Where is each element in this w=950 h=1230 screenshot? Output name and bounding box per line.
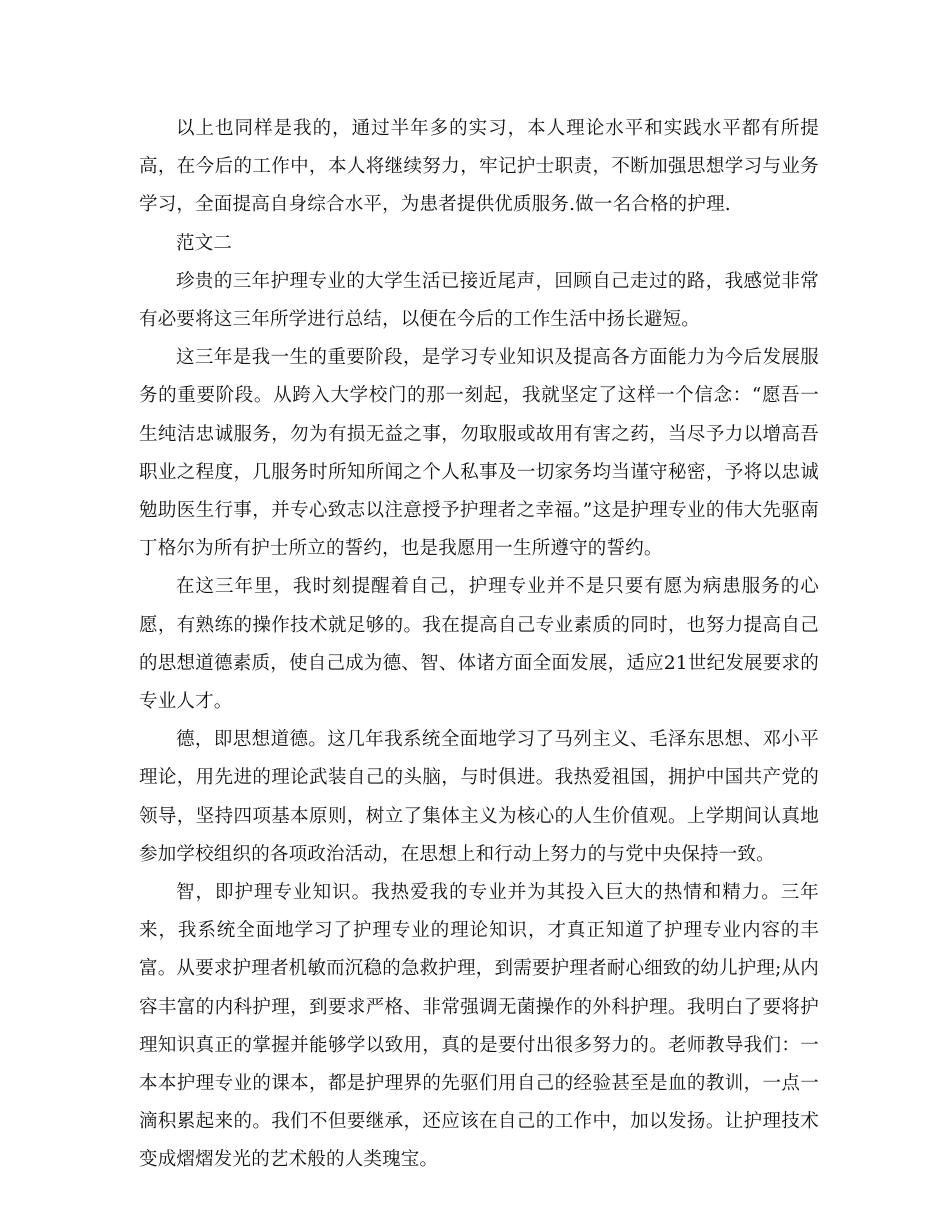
section-heading: 范文二 (176, 232, 233, 254)
paragraph-moral: 德，即思想道德。这几年我系统全面地学习了马列主义、毛泽东思想、邓小平理论，用先进的理论武装自己的头脑，与时俱进。我热爱祖国，拥护中国共产党的领导，坚持四项基本原则，树立了集体主义为核心的人生价值观。上学期间认真地参加学校组织的各项政治活动，在思想上和行动上努力的与党中央保持一致。 (139, 729, 819, 865)
paragraph-self-improvement: 在这三年里，我时刻提醒着自己，护理专业并不是只要有愿为病患服务的心愿，有熟练的操作技术就足够的。我在提高自己专业素质的同时，也努力提高自己的思想道德素质，使自己成为德、智、体诸方面全面发展，适应21世纪发展要求的专业人才。 (139, 576, 819, 713)
document-body (139, 110, 819, 1180)
paragraph-pledge: 这三年是我一生的重要阶段，是学习专业知识及提高各方面能力为今后发展服务的重要阶段。从跨入大学校门的那一刻起，我就坚定了这样一个信念：“愿吾一生纯洁忠诚服务，勿为有损无益之事，勿取服或故用有害之药，当尽予力以增高吾职业之程度，几服务时所知所闻之个人私事及一切家务均当谨守秘密，予将以忠诚勉助医生行事，并专心致志以注意授予护理者之幸福。”这是护理专业的伟大先驱南丁格尔为所有护士所立的誓约，也是我愿用一生所遵守的誓约。 (139, 347, 819, 560)
paragraph-summary: 以上也同样是我的，通过半年多的实习，本人理论水平和实践水平都有所提高，在今后的工作中，本人将继续努力，牢记护士职责，不断加强思想学习与业务学习，全面提高自身综合水平，为患者提供优质服务.做一名合格的护理. (139, 118, 819, 216)
paragraph-knowledge: 智，即护理专业知识。我热爱我的专业并为其投入巨大的热情和精力。三年来，我系统全面地学习了护理专业的理论知识，才真正知道了护理专业内容的丰富。从要求护理者机敏而沉稳的急救护理，到需要护理者耐心细致的幼儿护理;从内容丰富的内科护理，到要求严格、非常强调无菌操作的外科护理。我明白了要将护理知识真正的掌握并能够学以致用，真的是要付出很多努力的。老师教导我们：一本本护理专业的课本，都是护理界的先驱们用自己的经验甚至是血的教训，一点一滴积累起来的。我们不但要继承，还应该在自己的工作中，加以发扬。让护理技术变成熠熠发光的艺术般的人类瑰宝。 (139, 882, 819, 1171)
paragraph-intro: 珍贵的三年护理专业的大学生活已接近尾声，回顾自己走过的路，我感觉非常有必要将这三年所学进行总结，以便在今后的工作生活中扬长避短。 (139, 270, 819, 331)
